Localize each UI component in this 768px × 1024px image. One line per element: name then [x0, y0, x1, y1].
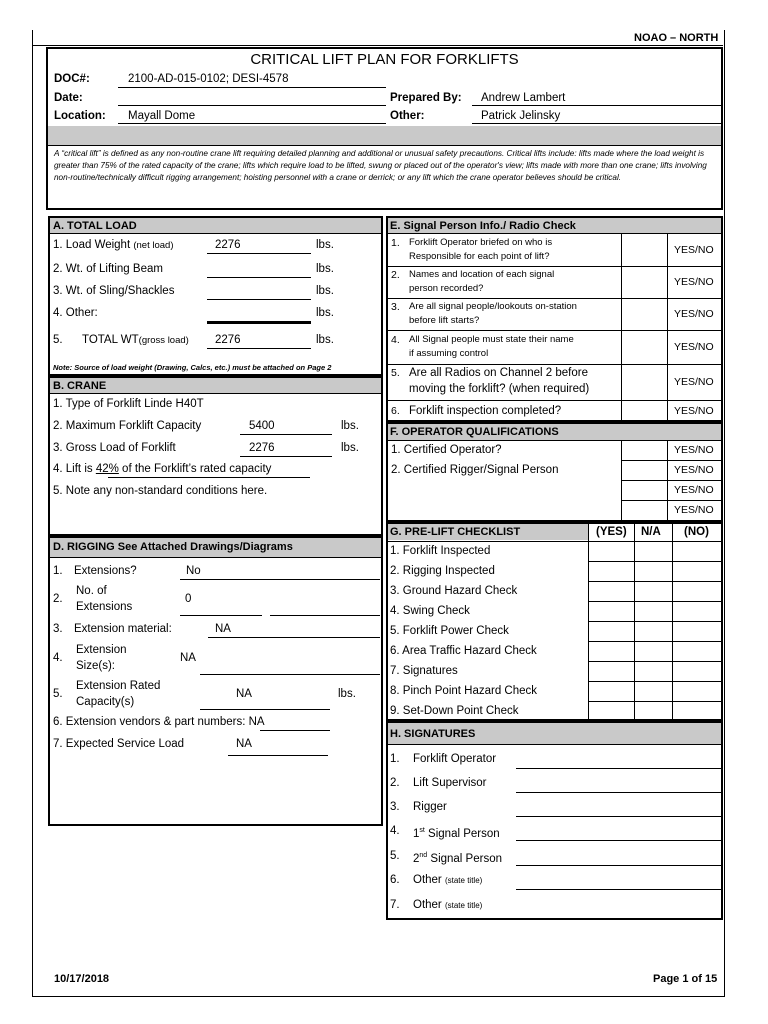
max-capacity-label: 2. Maximum Forklift Capacity: [53, 420, 202, 432]
extension-size-label-a: Extension: [76, 644, 127, 656]
checklist-item-1: 1. Forklift Inspected: [390, 545, 491, 557]
section-f-title: F. OPERATOR QUALIFICATIONS: [390, 426, 559, 438]
signal-item-4-yesno: YES/NO: [674, 341, 714, 353]
sig-lift-supervisor: Lift Supervisor: [413, 777, 487, 789]
gross-load-value: 2276: [249, 442, 275, 454]
signal-item-2-line-a: Names and location of each signal: [409, 269, 555, 280]
sig-5-number: 5.: [390, 850, 400, 862]
signal-item-3-number: 3.: [391, 301, 400, 313]
signal-item-2-yesno: YES/NO: [674, 276, 714, 288]
page-title: CRITICAL LIFT PLAN FOR FORKLIFTS: [250, 51, 519, 68]
sig-other-1: Other (state title): [413, 874, 483, 886]
signal-item-5-line-b: moving the forklift? (when required): [409, 383, 590, 395]
other-weight-unit: lbs.: [316, 307, 334, 319]
operator-yesno-3: YES/NO: [674, 484, 714, 496]
gross-load-unit: lbs.: [341, 442, 359, 454]
sig-rigger: Rigger: [413, 801, 447, 813]
signal-item-1-number: 1.: [391, 237, 400, 249]
section-h-box: [386, 721, 723, 920]
sling-shackles-label: 3. Wt. of Sling/Shackles: [53, 285, 175, 297]
no-of-extensions-label-b: Extensions: [76, 601, 133, 613]
date-label: Date:: [54, 92, 83, 104]
signal-item-2-number: 2.: [391, 269, 400, 281]
sig-second-signal-person: 2nd Signal Person: [413, 852, 502, 865]
checklist-item-7: 7. Signatures: [390, 665, 458, 677]
col-yes: (YES): [596, 526, 627, 538]
signal-item-5-number: 5.: [391, 367, 400, 379]
certified-operator: 1. Certified Operator?: [391, 444, 502, 456]
rigging-number-4: 4.: [53, 652, 63, 664]
load-weight-value: 2276: [215, 239, 241, 251]
section-g-title: G. PRE-LIFT CHECKLIST: [390, 526, 521, 538]
lifting-beam-label: 2. Wt. of Lifting Beam: [53, 263, 163, 275]
total-weight-number: 5.: [53, 334, 63, 346]
checklist-item-8: 8. Pinch Point Hazard Check: [390, 685, 538, 697]
checklist-item-4: 4. Swing Check: [390, 605, 470, 617]
doc-number: 2100-AD-015-0102; DESI-4578: [128, 73, 289, 85]
total-weight-label: TOTAL WT(gross load): [82, 334, 189, 346]
no-of-extensions-label-a: No. of: [76, 585, 107, 597]
signal-item-5-yesno: YES/NO: [674, 376, 714, 388]
signal-item-2-line-b: person recorded?: [409, 283, 484, 294]
checklist-item-2: 2. Rigging Inspected: [390, 565, 495, 577]
no-of-extensions-value: 0: [185, 593, 192, 605]
capacity-percent-line: 4. Lift is 42% of the Forklift’s rated capacity: [53, 463, 272, 475]
prepared-by-label: Prepared By:: [390, 92, 462, 104]
section-h-title: H. SIGNATURES: [390, 728, 476, 740]
other-value: Patrick Jelinsky: [481, 110, 561, 122]
rigging-number-2: 2.: [53, 593, 63, 605]
rated-capacity-unit: lbs.: [338, 688, 356, 700]
rigging-number-1: 1.: [53, 565, 63, 577]
sig-4-number: 4.: [390, 825, 400, 837]
sig-7-number: 7.: [390, 899, 400, 911]
rated-capacity-value: NA: [236, 688, 252, 700]
extension-material-value: NA: [215, 623, 231, 635]
sig-2-number: 2.: [390, 777, 400, 789]
operator-yesno-4: YES/NO: [674, 504, 714, 516]
sig-3-number: 3.: [390, 801, 400, 813]
col-no: (NO): [684, 526, 709, 538]
signal-item-4-number: 4.: [391, 334, 400, 346]
checklist-item-5: 5. Forklift Power Check: [390, 625, 509, 637]
forklift-type: 1. Type of Forklift Linde H40T: [53, 398, 204, 410]
doc-label: DOC#:: [54, 73, 90, 85]
rigging-number-3: 3.: [53, 623, 63, 635]
extension-size-value: NA: [180, 652, 196, 664]
sig-forklift-operator: Forklift Operator: [413, 753, 497, 765]
max-capacity-value: 5400: [249, 420, 275, 432]
expected-service-load-label: 7. Expected Service Load: [53, 738, 185, 750]
sig-first-signal-person: 1st Signal Person: [413, 827, 500, 840]
col-na: N/A: [641, 526, 661, 538]
extensions-label: Extensions?: [74, 565, 137, 577]
signal-item-1-line-a: Forklift Operator briefed on who is: [409, 237, 553, 248]
lifting-beam-unit: lbs.: [316, 263, 334, 275]
load-weight-unit: lbs.: [316, 239, 334, 251]
total-weight-value: 2276: [215, 334, 241, 346]
extension-vendors: 6. Extension vendors & part numbers: NA: [53, 716, 265, 728]
signal-item-4-line-b: if assuming control: [409, 348, 489, 359]
extensions-value: No: [186, 565, 201, 577]
signal-item-5-line-a: Are all Radios on Channel 2 before: [409, 367, 589, 379]
sling-shackles-unit: lbs.: [316, 285, 334, 297]
location-value: Mayall Dome: [128, 110, 196, 122]
certified-rigger: 2. Certified Rigger/Signal Person: [391, 464, 559, 476]
signal-item-6-yesno: YES/NO: [674, 405, 714, 417]
footer-page: Page 1 of 15: [653, 973, 718, 985]
load-source-note: Note: Source of load weight (Drawing, Calcs, etc.) must be attached on Page 2: [53, 363, 332, 372]
other-weight-label: 4. Other:: [53, 307, 98, 319]
org-label: NOAO – NORTH: [634, 32, 719, 44]
operator-yesno-2: YES/NO: [674, 464, 714, 476]
signal-item-6-number: 6.: [391, 405, 400, 417]
signal-item-6-line-a: Forklift inspection completed?: [409, 405, 562, 417]
prepared-by-value: Andrew Lambert: [481, 92, 566, 104]
extension-size-label-b: Size(s):: [76, 660, 115, 672]
gross-load-label: 3. Gross Load of Forklift: [53, 442, 176, 454]
operator-yesno-1: YES/NO: [674, 444, 714, 456]
rated-capacity-label-a: Extension Rated: [76, 680, 161, 692]
rated-capacity-label-b: Capacity(s): [76, 696, 135, 708]
checklist-item-3: 3. Ground Hazard Check: [390, 585, 518, 597]
total-weight-unit: lbs.: [316, 334, 334, 346]
signal-item-3-line-a: Are all signal people/lookouts on-station: [409, 301, 577, 312]
section-e-title: E. Signal Person Info./ Radio Check: [390, 220, 576, 232]
signal-item-3-yesno: YES/NO: [674, 308, 714, 320]
other-label: Other:: [390, 110, 425, 122]
non-standard-conditions: 5. Note any non-standard conditions here.: [53, 485, 268, 497]
footer-date: 10/17/2018: [54, 973, 110, 985]
sig-6-number: 6.: [390, 874, 400, 886]
checklist-item-9: 9. Set-Down Point Check: [390, 705, 519, 717]
rigging-number-5: 5.: [53, 688, 63, 700]
critical-lift-definition: A “critical lift” is defined as any non-routine crane lift requiring detailed planning and additional or unusual safety precautions. Critical lifts include: lifts made where the load weight is greater than 75% of the rated capacity of the crane; lifts which require load to be lifted, swung or placed out of the operator's view; lifts made with more than one crane; lifts involving non-routine/technically difficult rigging arrangement; hoisting personnel with a crane or derrick; or any lift which the crane operator believes should be critical.: [54, 149, 707, 182]
max-capacity-unit: lbs.: [341, 420, 359, 432]
expected-service-load-value: NA: [236, 738, 252, 750]
signal-item-4-line-a: All Signal people must state their name: [409, 334, 574, 345]
section-a-title: A. TOTAL LOAD: [53, 220, 137, 232]
location-label: Location:: [54, 110, 106, 122]
section-b-title: B. CRANE: [53, 380, 107, 392]
section-d-title: D. RIGGING See Attached Drawings/Diagrams: [53, 541, 293, 553]
sig-other-2: Other (state title): [413, 899, 483, 911]
load-weight-label: 1. Load Weight (net load): [53, 239, 174, 251]
signal-item-1-line-b: Responsible for each point of lift?: [409, 251, 550, 262]
checklist-item-6: 6. Area Traffic Hazard Check: [390, 645, 537, 657]
sig-1-number: 1.: [390, 753, 400, 765]
signal-item-1-yesno: YES/NO: [674, 244, 714, 256]
signal-item-3-line-b: before lift starts?: [409, 315, 480, 326]
extension-material-label: Extension material:: [74, 623, 172, 635]
